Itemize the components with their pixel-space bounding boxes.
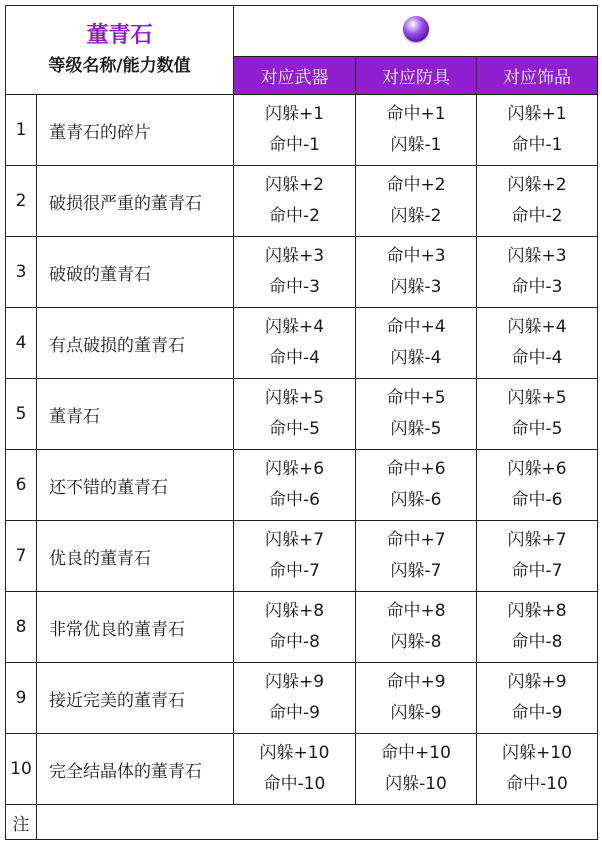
level-number: 2 <box>6 166 37 237</box>
armor-stat-cell <box>356 379 477 450</box>
accessory-stat-line: 闪躲+6 <box>507 459 567 479</box>
accessory-stat-line: 命中-1 <box>511 135 563 155</box>
armor-stat-cell <box>356 663 477 734</box>
accessory-stat-line: 闪躲+10 <box>502 743 572 763</box>
armor-stat-line: 闪躲-10 <box>385 774 447 794</box>
table-row <box>6 521 598 592</box>
armor-stat-line: 闪躲-9 <box>390 703 442 723</box>
accessory-stat-line: 命中-5 <box>511 419 563 439</box>
weapon-stat-line: 命中-5 <box>269 419 320 439</box>
weapon-stat-line: 闪躲+8 <box>264 601 325 621</box>
header-row-top <box>6 6 598 57</box>
weapon-stat-cell <box>234 95 356 166</box>
column-header-armor: 对应防具 <box>356 57 477 95</box>
level-name: 有点破损的董青石 <box>37 308 234 379</box>
table-row <box>6 663 598 734</box>
armor-stat-line: 闪躲-6 <box>390 490 442 510</box>
armor-stat-line: 命中+4 <box>386 317 446 337</box>
armor-stat-line: 命中+3 <box>386 246 446 266</box>
weapon-stat-line: 命中-9 <box>269 703 320 723</box>
weapon-stat-cell <box>234 450 356 521</box>
accessory-stat-line: 闪躲+4 <box>507 317 567 337</box>
armor-stat-line: 命中+10 <box>381 743 451 763</box>
accessory-stat-line: 闪躲+1 <box>507 104 567 124</box>
weapon-stat-line: 闪躲+9 <box>264 672 325 692</box>
weapon-stat-line: 闪躲+2 <box>264 175 325 195</box>
accessory-stat-line: 命中-8 <box>511 632 563 652</box>
accessory-stat-cell <box>477 663 598 734</box>
level-number: 7 <box>6 521 37 592</box>
accessory-stat-line: 闪躲+8 <box>507 601 567 621</box>
accessory-stat-line: 闪躲+7 <box>507 530 567 550</box>
weapon-stat-line: 命中-2 <box>269 206 320 226</box>
gem-stats-table <box>5 5 598 840</box>
accessory-stat-cell <box>477 95 598 166</box>
armor-stat-line: 命中+6 <box>386 459 446 479</box>
level-name: 接近完美的董青石 <box>37 663 234 734</box>
weapon-stat-line: 命中-6 <box>269 490 320 510</box>
armor-stat-cell <box>356 592 477 663</box>
weapon-stat-line: 闪躲+3 <box>264 246 325 266</box>
weapon-stat-line: 闪躲+6 <box>264 459 325 479</box>
accessory-stat-line: 闪躲+2 <box>507 175 567 195</box>
armor-stat-cell <box>356 734 477 805</box>
level-number: 1 <box>6 95 37 166</box>
weapon-stat-line: 命中-7 <box>269 561 320 581</box>
level-name: 董青石的碎片 <box>37 95 234 166</box>
weapon-stat-cell <box>234 379 356 450</box>
weapon-stat-line: 命中-3 <box>269 277 320 297</box>
table-row <box>6 237 598 308</box>
armor-stat-cell <box>356 95 477 166</box>
armor-stat-cell <box>356 450 477 521</box>
table-row <box>6 166 598 237</box>
level-name: 还不错的董青石 <box>37 450 234 521</box>
weapon-stat-cell <box>234 166 356 237</box>
gem-title: 董青石 <box>86 23 153 48</box>
armor-stat-line: 命中+5 <box>386 388 446 408</box>
armor-stat-line: 命中+9 <box>386 672 446 692</box>
weapon-stat-cell <box>234 521 356 592</box>
weapon-stat-line: 命中-8 <box>269 632 320 652</box>
armor-stat-cell <box>356 308 477 379</box>
table-row <box>6 734 598 805</box>
table-subtitle: 等级名称/能力数值 <box>48 56 191 76</box>
weapon-stat-line: 闪躲+4 <box>264 317 325 337</box>
armor-stat-line: 闪躲-1 <box>390 135 442 155</box>
weapon-stat-line: 命中-10 <box>263 774 326 794</box>
armor-stat-line: 闪躲-5 <box>390 419 442 439</box>
accessory-stat-cell <box>477 450 598 521</box>
level-number: 4 <box>6 308 37 379</box>
accessory-stat-cell <box>477 521 598 592</box>
accessory-stat-cell <box>477 237 598 308</box>
accessory-stat-line: 闪躲+5 <box>507 388 567 408</box>
armor-stat-line: 闪躲-7 <box>390 561 442 581</box>
armor-stat-line: 命中+7 <box>386 530 446 550</box>
table-row <box>6 95 598 166</box>
armor-stat-line: 闪躲-2 <box>390 206 442 226</box>
title-cell <box>6 6 234 95</box>
armor-stat-line: 命中+2 <box>386 175 446 195</box>
accessory-stat-cell <box>477 166 598 237</box>
accessory-stat-line: 命中-9 <box>511 703 563 723</box>
weapon-stat-cell <box>234 663 356 734</box>
gem-icon-cell <box>234 6 598 57</box>
armor-stat-line: 命中+8 <box>386 601 446 621</box>
level-name: 非常优良的董青石 <box>37 592 234 663</box>
column-header-accessory: 对应饰品 <box>477 57 598 95</box>
level-name: 破损很严重的董青石 <box>37 166 234 237</box>
level-name: 董青石 <box>37 379 234 450</box>
level-number: 10 <box>6 734 37 805</box>
weapon-stat-line: 命中-4 <box>269 348 320 368</box>
weapon-stat-cell <box>234 237 356 308</box>
weapon-stat-line: 闪躲+10 <box>259 743 330 763</box>
note-text <box>37 805 598 840</box>
accessory-stat-line: 命中-6 <box>511 490 563 510</box>
armor-stat-line: 闪躲-8 <box>390 632 442 652</box>
accessory-stat-cell <box>477 592 598 663</box>
purple-gem-icon <box>403 16 429 42</box>
weapon-stat-cell <box>234 734 356 805</box>
level-number: 3 <box>6 237 37 308</box>
note-row <box>6 805 598 840</box>
level-name: 破破的董青石 <box>37 237 234 308</box>
accessory-stat-line: 闪躲+9 <box>507 672 567 692</box>
column-header-weapon: 对应武器 <box>234 57 356 95</box>
armor-stat-line: 命中+1 <box>386 104 446 124</box>
armor-stat-line: 闪躲-4 <box>390 348 442 368</box>
level-number: 8 <box>6 592 37 663</box>
weapon-stat-line: 闪躲+5 <box>264 388 325 408</box>
weapon-stat-line: 命中-1 <box>269 135 320 155</box>
weapon-stat-line: 闪躲+7 <box>264 530 325 550</box>
accessory-stat-line: 命中-2 <box>511 206 563 226</box>
accessory-stat-line: 命中-3 <box>511 277 563 297</box>
table-row <box>6 450 598 521</box>
armor-stat-cell <box>356 237 477 308</box>
accessory-stat-cell <box>477 734 598 805</box>
accessory-stat-line: 闪躲+3 <box>507 246 567 266</box>
level-name: 完全结晶体的董青石 <box>37 734 234 805</box>
level-name: 优良的董青石 <box>37 521 234 592</box>
level-number: 9 <box>6 663 37 734</box>
accessory-stat-cell <box>477 379 598 450</box>
weapon-stat-cell <box>234 592 356 663</box>
accessory-stat-line: 命中-7 <box>511 561 563 581</box>
note-label: 注 <box>6 805 37 840</box>
weapon-stat-cell <box>234 308 356 379</box>
table-row <box>6 592 598 663</box>
level-number: 5 <box>6 379 37 450</box>
table-row <box>6 379 598 450</box>
armor-stat-line: 闪躲-3 <box>390 277 442 297</box>
armor-stat-cell <box>356 166 477 237</box>
accessory-stat-line: 命中-10 <box>506 774 568 794</box>
table-row <box>6 308 598 379</box>
accessory-stat-line: 命中-4 <box>511 348 563 368</box>
level-number: 6 <box>6 450 37 521</box>
accessory-stat-cell <box>477 308 598 379</box>
weapon-stat-line: 闪躲+1 <box>264 104 325 124</box>
armor-stat-cell <box>356 521 477 592</box>
